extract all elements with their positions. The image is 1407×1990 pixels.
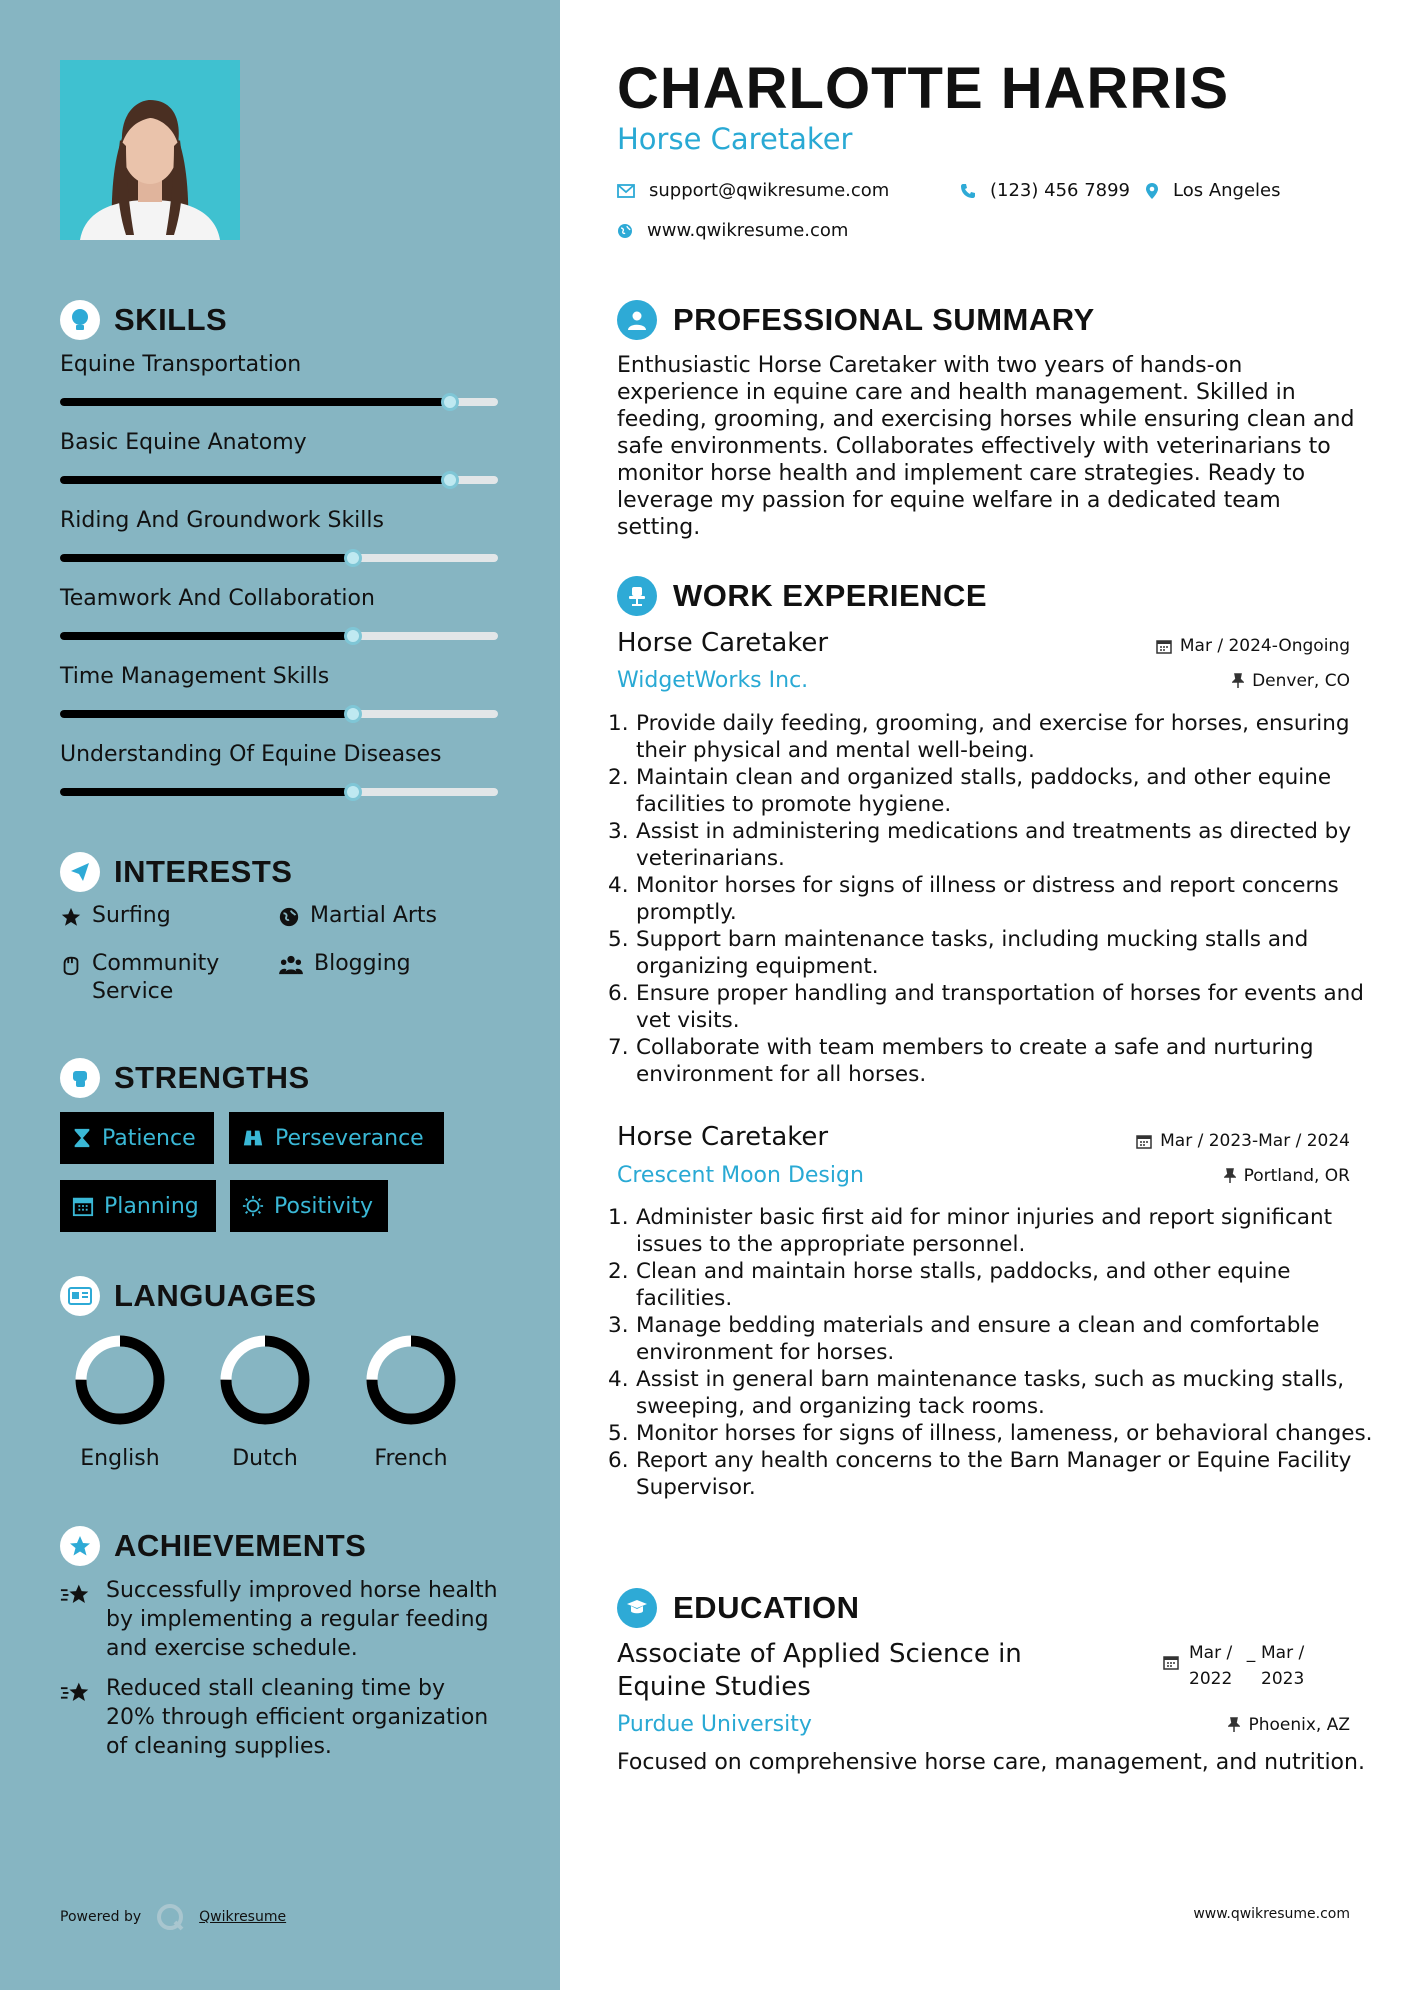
skill-bar-knob: [441, 393, 459, 411]
job-dates-text: Mar / 2024-Ongoing: [1179, 636, 1350, 656]
language-ring: [72, 1332, 168, 1428]
star-badge-icon: [60, 1526, 100, 1566]
calendar-icon: [1156, 638, 1172, 654]
skill-bar-fill: [60, 398, 450, 406]
calendar-icon: [1136, 1133, 1152, 1149]
paper-plane-icon: [60, 852, 100, 892]
graduate-icon: [617, 1588, 657, 1628]
achievement-item: [60, 1674, 500, 1761]
education-end: Mar / 2023: [1261, 1643, 1305, 1689]
language-label: Dutch: [232, 1446, 298, 1471]
strength-label: Planning: [104, 1193, 199, 1219]
experience-heading: [617, 576, 987, 616]
profile-photo: [60, 60, 240, 240]
education-start: Mar / 2022: [1189, 1643, 1233, 1689]
strengths-heading: [60, 1058, 310, 1098]
job-title: Horse Caretaker: [617, 1122, 829, 1152]
duty-item: Clean and maintain horse stalls, paddocks, and other equine facilities.: [636, 1259, 1291, 1311]
duty-item: Report any health concerns to the Barn Manager or Equine Facility Supervisor.: [636, 1448, 1352, 1500]
interest-item: [278, 950, 411, 978]
interests-title: INTERESTS: [114, 854, 293, 889]
skill-item: [60, 664, 500, 689]
job-duties: [608, 710, 1373, 1088]
skill-bar: [60, 554, 498, 562]
skill-name: Time Management Skills: [60, 664, 330, 689]
skill-bar-fill: [60, 710, 353, 718]
phone-icon: [960, 183, 976, 199]
skill-bar: [60, 476, 498, 484]
powered-by: [60, 1902, 286, 1932]
summary-title: PROFESSIONAL SUMMARY: [673, 302, 1095, 337]
education-dates: Mar / 2022 _ Mar / 2023: [1163, 1640, 1313, 1692]
globe-icon: [278, 906, 300, 928]
person-portrait-icon: [60, 60, 240, 240]
skill-bar-knob: [441, 471, 459, 489]
pushpin-icon: [1228, 1717, 1240, 1733]
main-content: [560, 0, 1407, 1990]
website-text: www.qwikresume.com: [647, 220, 849, 241]
strength-tag: [229, 1112, 444, 1164]
job-location: [1232, 671, 1350, 691]
skills-heading: [60, 300, 227, 340]
star-icon: [60, 906, 82, 928]
language-label: English: [80, 1446, 160, 1471]
languages-title: LANGUAGES: [114, 1278, 317, 1313]
footer-website[interactable]: www.qwikresume.com: [1193, 1906, 1350, 1922]
skill-item: [60, 742, 500, 767]
shooting-star-icon: [60, 1680, 92, 1704]
duty-item: Ensure proper handling and transportation of horses for events and vet visits.: [636, 981, 1364, 1033]
phone-text: (123) 456 7899: [990, 180, 1131, 201]
skill-bar-fill: [60, 632, 353, 640]
duty-item: Assist in administering medications and treatments as directed by veterinarians.: [636, 819, 1352, 871]
duty-item: Assist in general barn maintenance tasks, such as mucking stalls, sweeping, and organizing tack rooms.: [636, 1367, 1345, 1419]
envelope-icon: [617, 184, 635, 198]
strength-label: Positivity: [274, 1193, 374, 1219]
contact-website[interactable]: [617, 220, 848, 241]
skill-name: Basic Equine Anatomy: [60, 430, 307, 455]
duty-item: Provide daily feeding, grooming, and exercise for horses, ensuring their physical and mental well-being.: [636, 711, 1350, 763]
shooting-star-icon: [60, 1582, 92, 1606]
users-icon: [278, 954, 304, 976]
education-heading: [617, 1588, 859, 1628]
lightbulb-icon: [60, 300, 100, 340]
achievement-text: Reduced stall cleaning time by 20% through efficient organization of cleaning supplies.: [106, 1676, 489, 1759]
achievements-heading: [60, 1526, 366, 1566]
skill-name: Equine Transportation: [60, 352, 302, 377]
education-degree: Associate of Applied Science in Equine Studies: [617, 1639, 1022, 1702]
job-location-text: Denver, CO: [1252, 671, 1350, 691]
duty-item: Administer basic first aid for minor injuries and report significant issues to the appropriate personnel.: [636, 1205, 1332, 1257]
skill-item: [60, 586, 500, 611]
skill-name: Understanding Of Equine Diseases: [60, 742, 442, 767]
skill-name: Teamwork And Collaboration: [60, 586, 375, 611]
office-chair-icon: [617, 576, 657, 616]
job-dates: [1156, 636, 1350, 656]
education-location: [1228, 1715, 1350, 1735]
interest-item: [60, 902, 171, 930]
skill-bar-fill: [60, 476, 450, 484]
calendar-icon: [72, 1195, 94, 1217]
education-title: EDUCATION: [673, 1590, 860, 1625]
location-text: Los Angeles: [1173, 180, 1281, 201]
strength-label: Perseverance: [275, 1125, 424, 1151]
hand-icon: [60, 954, 82, 976]
map-pin-icon: [1145, 182, 1159, 200]
job-title: Horse Caretaker: [617, 628, 829, 658]
skill-bar-fill: [60, 788, 353, 796]
pushpin-icon: [1232, 673, 1244, 689]
summary-text: Enthusiastic Horse Caretaker with two years of hands-on experience in equine care and health management. Skilled in feeding, grooming, and exercising horses while ensuring clean and safe environments. Collaborates effectively with veterinarians to monitor horse health and implement care strategies. Ready to leverage my passion for equine welfare in a dedicated team setting.: [617, 353, 1355, 540]
email-text: support@qwikresume.com: [649, 180, 890, 201]
interests-heading: [60, 852, 292, 892]
skill-item: [60, 430, 500, 455]
language-label: French: [374, 1446, 448, 1471]
job-dates-text: Mar / 2023-Mar / 2024: [1160, 1131, 1350, 1151]
strength-tag: [60, 1112, 214, 1164]
skill-bar-knob: [344, 627, 362, 645]
calendar-icon: [1163, 1654, 1179, 1670]
job-dates: [1136, 1131, 1350, 1151]
skill-bar-knob: [344, 783, 362, 801]
experience-title: WORK EXPERIENCE: [673, 578, 988, 613]
qwikresume-logo-icon: [155, 1902, 185, 1932]
skill-bar: [60, 710, 498, 718]
binoculars-icon: [241, 1127, 265, 1149]
interest-label: Surfing: [92, 903, 171, 928]
skill-bar: [60, 632, 498, 640]
skill-bar: [60, 788, 498, 796]
job-company: Crescent Moon Design: [617, 1163, 864, 1188]
powered-by-label: Powered by: [60, 1909, 142, 1925]
duty-item: Monitor horses for signs of illness, lameness, or behavioral changes.: [636, 1421, 1373, 1446]
job-location: [1224, 1166, 1350, 1186]
hourglass-icon: [72, 1127, 92, 1149]
skill-bar-fill: [60, 554, 353, 562]
skill-name: Riding And Groundwork Skills: [60, 508, 384, 533]
skill-bar: [60, 398, 498, 406]
duty-item: Monitor horses for signs of illness or distress and report concerns promptly.: [636, 873, 1339, 925]
job-location-text: Portland, OR: [1243, 1166, 1350, 1186]
strength-tag: [230, 1180, 388, 1232]
fist-icon: [60, 1058, 100, 1098]
user-icon: [617, 300, 657, 340]
candidate-name: CHARLOTTE HARRIS: [617, 56, 1230, 121]
job-company: WidgetWorks Inc.: [617, 668, 809, 693]
achievement-item: [60, 1576, 500, 1663]
interest-label: Martial Arts: [310, 903, 438, 928]
skill-bar-knob: [344, 705, 362, 723]
duty-item: Manage bedding materials and ensure a clean and comfortable environment for horses.: [636, 1313, 1320, 1365]
duty-item: Support barn maintenance tasks, including mucking stalls and organizing equipment.: [636, 927, 1309, 979]
pushpin-icon: [1224, 1168, 1236, 1184]
skill-item: [60, 508, 500, 533]
language-ring: [217, 1332, 313, 1428]
job-duties: [608, 1204, 1373, 1501]
interest-label: Blogging: [314, 951, 411, 976]
duty-item: Maintain clean and organized stalls, paddocks, and other equine facilities to promote hygiene.: [636, 765, 1332, 817]
interest-label: Community Service: [92, 951, 220, 1004]
id-card-icon: [60, 1276, 100, 1316]
strength-label: Patience: [102, 1125, 196, 1151]
strength-tag: [60, 1180, 216, 1232]
languages-heading: [60, 1276, 317, 1316]
qwikresume-link[interactable]: Qwikresume: [199, 1909, 287, 1925]
strengths-title: STRENGTHS: [114, 1060, 310, 1095]
skills-title: SKILLS: [114, 302, 228, 337]
achievement-text: Successfully improved horse health by implementing a regular feeding and exercise schedule.: [106, 1578, 498, 1661]
education-description: Focused on comprehensive horse care, management, and nutrition.: [617, 1750, 1365, 1775]
language-ring: [363, 1332, 459, 1428]
skill-bar-knob: [344, 549, 362, 567]
skill-item: [60, 352, 500, 377]
language-item: [210, 1332, 320, 1471]
contact-email[interactable]: [617, 180, 889, 201]
summary-heading: [617, 300, 1095, 340]
interest-item: [278, 902, 437, 930]
education-location-text: Phoenix, AZ: [1248, 1715, 1350, 1735]
globe-icon: [617, 223, 633, 239]
contact-location: [1145, 180, 1281, 201]
candidate-role: Horse Caretaker: [617, 122, 853, 156]
sidebar: [0, 0, 560, 1990]
sun-icon: [242, 1195, 264, 1217]
achievements-title: ACHIEVEMENTS: [114, 1528, 367, 1563]
interest-item: [60, 950, 240, 1006]
language-item: [356, 1332, 466, 1471]
duty-item: Collaborate with team members to create a safe and nurturing environment for all horses.: [636, 1035, 1314, 1087]
contact-phone[interactable]: [960, 180, 1130, 201]
education-school: Purdue University: [617, 1712, 812, 1737]
language-item: [65, 1332, 175, 1471]
